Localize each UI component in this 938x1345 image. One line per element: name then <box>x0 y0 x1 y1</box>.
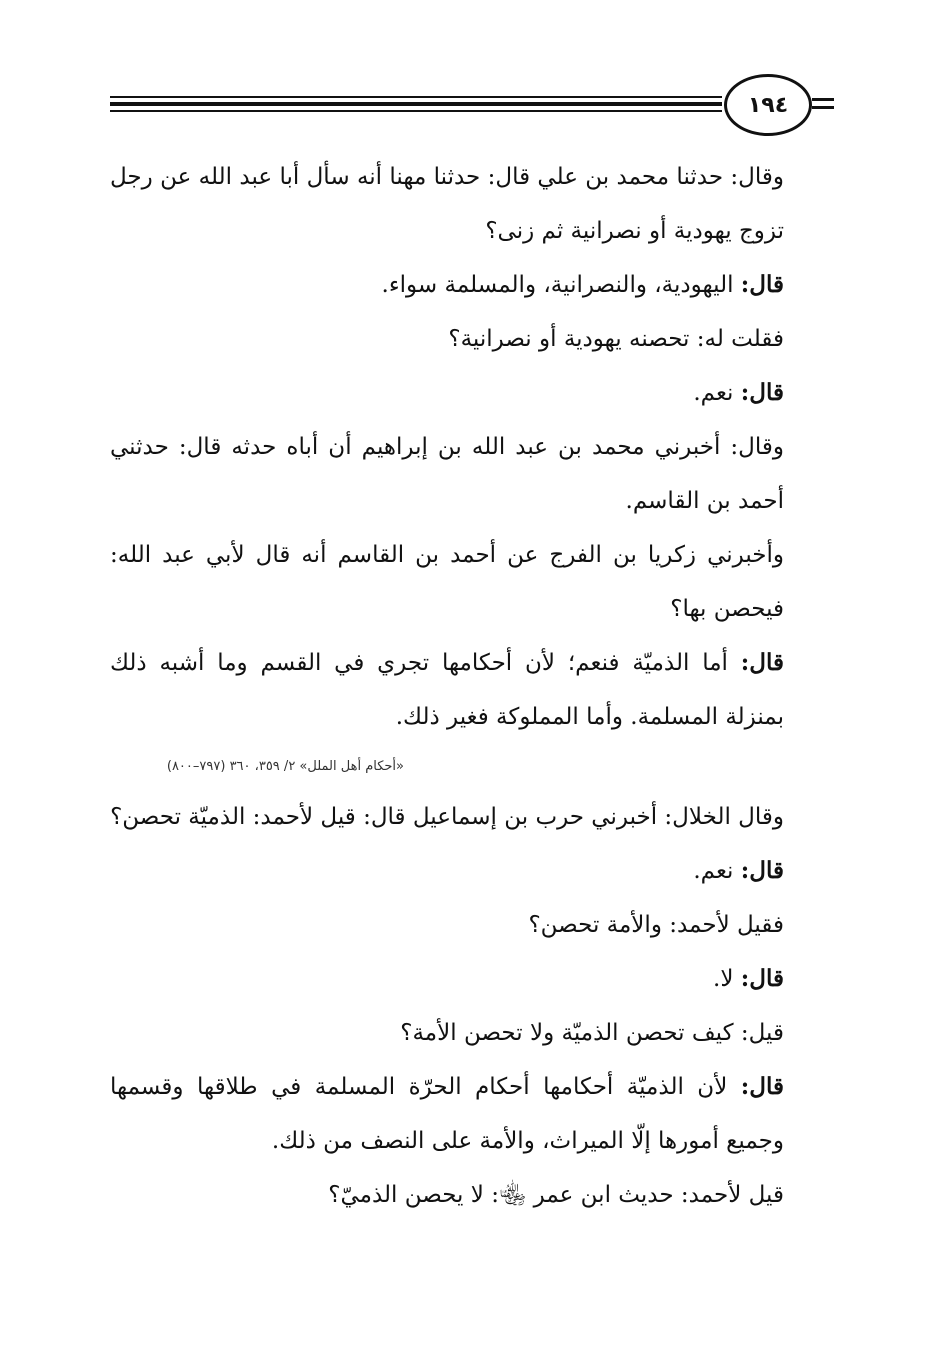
header-rule <box>812 106 834 109</box>
paragraph <box>110 420 834 528</box>
paragraph-text: اليهودية، والنصرانية، والمسلمة سواء. <box>381 272 741 298</box>
header-rule <box>110 110 722 112</box>
paragraph <box>110 366 834 420</box>
citation-reference: «أحكام أهل الملل» ٢/ ٣٥٩، ٣٦٠ (٧٩٧–٨٠٠) <box>166 759 404 774</box>
paragraph <box>110 636 834 744</box>
paragraph-text: وقال: أخبرني محمد بن عبد الله بن إبراهيم أن أباه حدثه قال: حدثني أحمد بن القاسم. <box>110 434 784 514</box>
paragraph <box>110 1060 834 1168</box>
paragraph-text: وأخبرني زكريا بن الفرج عن أحمد بن القاسم أنه قال لأبي عبد الله: فيحصن بها؟ <box>110 542 784 622</box>
paragraph-text: قيل: كيف تحصن الذميّة ولا تحصن الأمة؟ <box>400 1020 784 1046</box>
speaker-label: قال: <box>740 1073 784 1100</box>
header-rule <box>110 102 722 106</box>
speaker-label: قال: <box>740 649 784 676</box>
header-rule <box>110 96 722 98</box>
paragraph <box>110 790 834 844</box>
paragraph <box>110 258 834 312</box>
paragraph <box>110 1168 834 1222</box>
paragraph-text: قيل لأحمد: حديث ابن عمر ﵄: لا يحصن الذميّ؟ <box>328 1182 784 1208</box>
paragraph <box>110 898 834 952</box>
reference-wrap <box>110 752 834 782</box>
paragraph <box>110 952 834 1006</box>
page-number: ١٩٤ <box>724 74 812 136</box>
paragraph <box>110 528 834 636</box>
text-block-2 <box>110 790 834 1222</box>
speaker-label: قال: <box>740 857 784 884</box>
paragraph-text: وقال الخلال: أخبرني حرب بن إسماعيل قال: قيل لأحمد: الذميّة تحصن؟ <box>110 804 784 830</box>
page-header <box>110 78 834 138</box>
paragraph-text: أما الذميّة فنعم؛ لأن أحكامها تجري في القسم وما أشبه ذلك بمنزلة المسلمة. وأما المملوكة فغير ذلك. <box>110 650 784 730</box>
text-block-1 <box>110 150 834 744</box>
speaker-label: قال: <box>740 965 784 992</box>
paragraph-text: نعم. <box>693 380 741 406</box>
header-rule <box>812 98 834 101</box>
speaker-label: قال: <box>740 379 784 406</box>
paragraph-text: لا. <box>713 966 741 992</box>
paragraph-text: فقيل لأحمد: والأمة تحصن؟ <box>528 912 784 938</box>
paragraph <box>110 844 834 898</box>
page-body <box>110 150 834 1222</box>
paragraph-text: نعم. <box>693 858 741 884</box>
paragraph-text: وقال: حدثنا محمد بن علي قال: حدثنا مهنا أنه سأل أبا عبد الله عن رجل تزوج يهودية أو نصرانية ثم زنى؟ <box>110 164 784 244</box>
paragraph-text: لأن الذميّة أحكامها أحكام الحرّة المسلمة في طلاقها وقسمها وجميع أمورها إلّا الميراث، والأمة على النصف من ذلك. <box>110 1074 784 1154</box>
paragraph-text: فقلت له: تحصنه يهودية أو نصرانية؟ <box>448 326 784 352</box>
paragraph <box>110 312 834 366</box>
speaker-label: قال: <box>740 271 784 298</box>
paragraph <box>110 150 834 258</box>
paragraph <box>110 1006 834 1060</box>
